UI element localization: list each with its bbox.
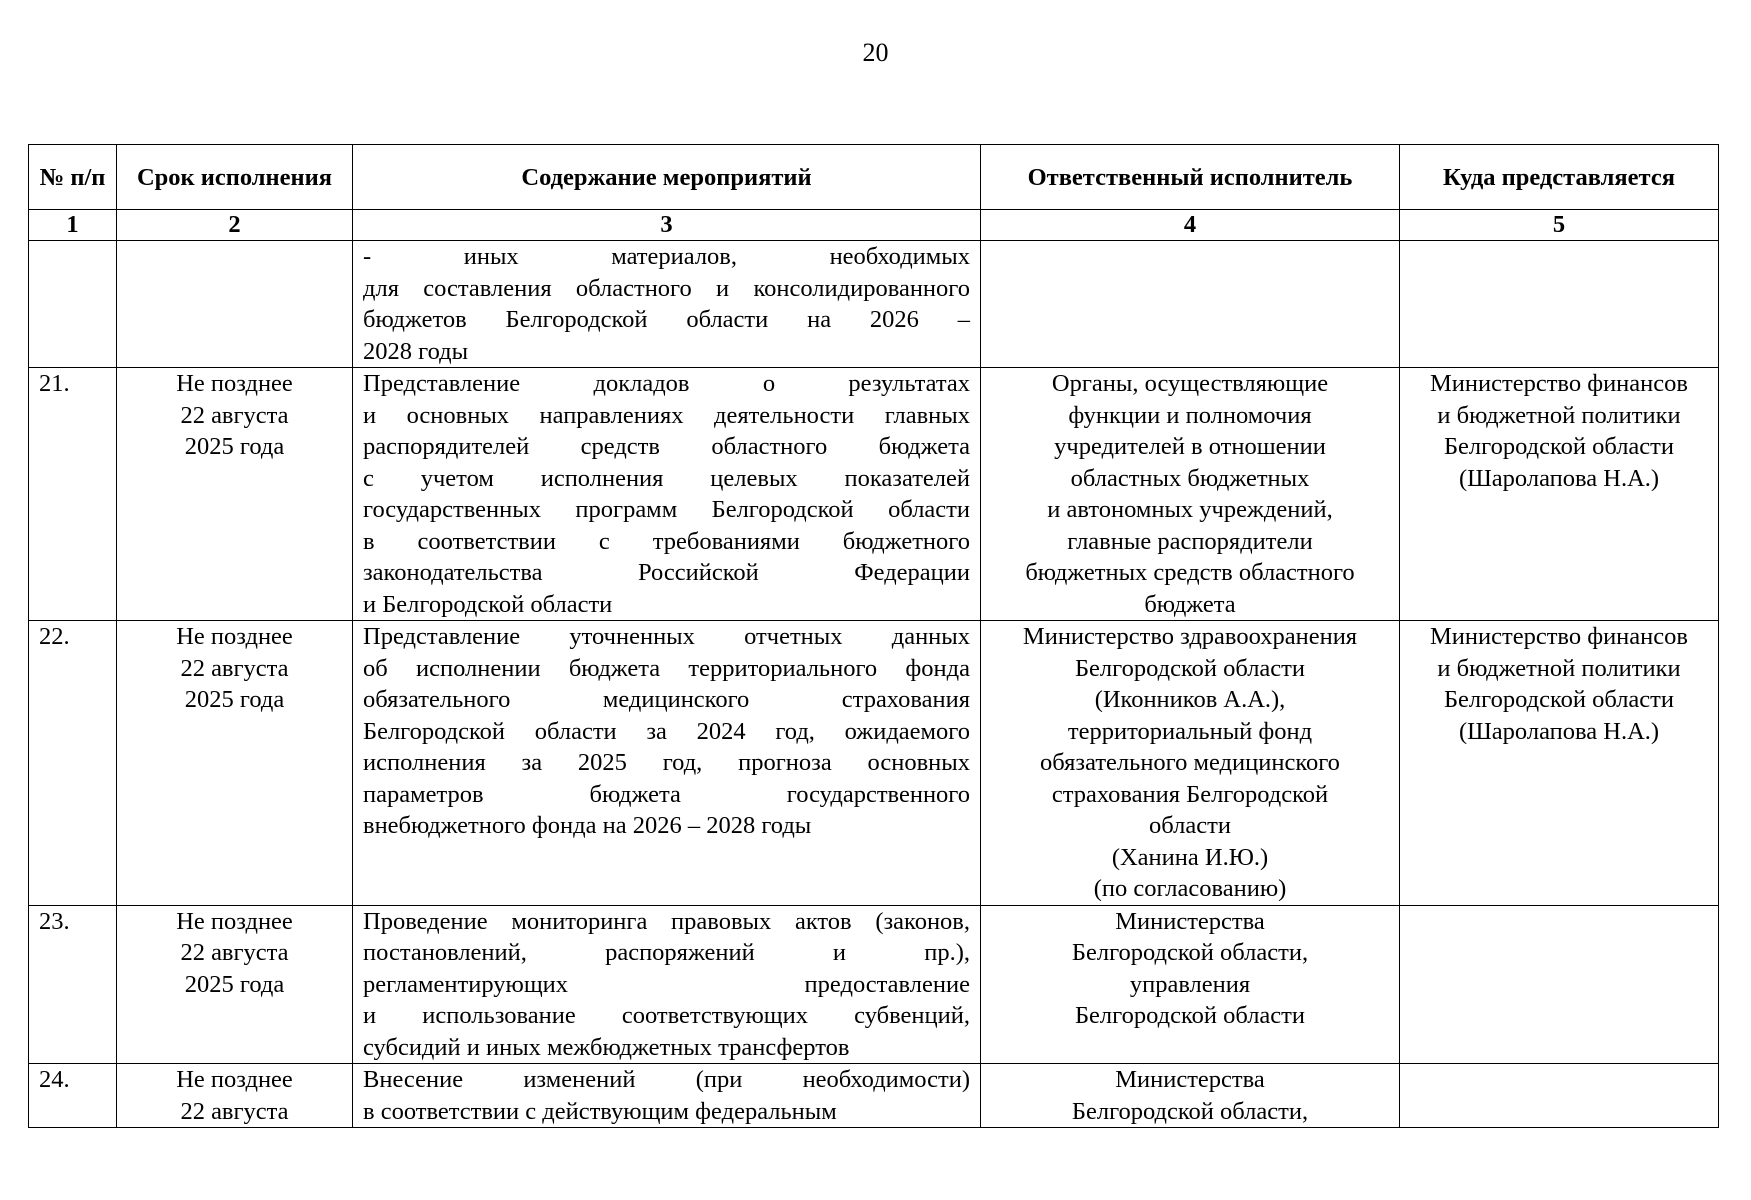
text-line: территориальный фонд [1067, 717, 1313, 745]
text-line: об исполнении бюджета территориального фонда [363, 654, 970, 682]
text-line: обязательного медицинского [1040, 749, 1340, 776]
text-line: бюджета [1144, 590, 1236, 618]
activity-content-cell [353, 368, 981, 621]
text-line: и бюджетной политики [1437, 654, 1681, 682]
text-line: Министерство финансов [1430, 370, 1688, 397]
text-line: (Шаролапова Н.А.) [1458, 717, 1660, 745]
text-line: (Ханина И.Ю.) [1111, 843, 1269, 871]
text-line: Белгородской области [1074, 1002, 1306, 1029]
responsible-cell [981, 621, 1400, 906]
table-row [29, 1064, 1719, 1128]
text-line: Белгородской области за 2024 год, ожидаемого [363, 717, 970, 745]
text-line: параметров бюджета государственного [363, 780, 970, 808]
recipient-cell [1400, 621, 1719, 906]
recipient-cell [1400, 1064, 1719, 1128]
text-line: законодательства Российской Федерации [363, 559, 970, 586]
text-line: Белгородской области, [1071, 939, 1309, 966]
recipient-cell [1400, 368, 1719, 621]
text-line: (Шаролапова Н.А.) [1458, 464, 1660, 492]
text-line: субсидий и иных межбюджетных трансфертов [363, 1033, 850, 1061]
text-line: 2025 года [184, 686, 285, 713]
text-line: государственных программ Белгородской области [363, 496, 970, 523]
text-line: области [1149, 812, 1231, 839]
activity-content-cell [353, 241, 981, 368]
due-date-cell [117, 621, 353, 906]
due-date-cell [117, 905, 353, 1064]
text-line: Министерство здравоохранения [1022, 623, 1358, 650]
text-line: Не позднее [176, 1066, 293, 1093]
text-line: 2025 года [184, 433, 285, 460]
plan-table [28, 144, 1719, 1128]
header-num: № п/п [29, 145, 117, 210]
text-line: Белгородской области [1074, 654, 1306, 682]
text-line: Белгородской области [1443, 433, 1675, 460]
text-line: регламентирующих предоставление [363, 970, 970, 998]
text-line: и основных направлениях деятельности главных [363, 401, 970, 429]
text-line: исполнения за 2025 год, прогноза основных [363, 749, 970, 776]
recipient-cell [1400, 905, 1719, 1064]
text-line: - иных материалов, необходимых [363, 243, 970, 270]
text-line: (по согласованию) [1093, 875, 1287, 902]
text-line: и использование соответствующих субвенций, [363, 1002, 970, 1029]
text-line: в соответствии с требованиями бюджетного [363, 527, 970, 555]
table-row [29, 368, 1719, 621]
text-line: 2028 годы [363, 337, 469, 365]
text-line: Представление уточненных отчетных данных [363, 623, 970, 650]
header-content: Содержание мероприятий [353, 145, 981, 210]
text-line: управления [1129, 970, 1251, 998]
header-row [29, 145, 1719, 210]
text-line: в соответствии с действующим федеральным [363, 1097, 837, 1125]
column-number: 3 [353, 210, 981, 241]
page-number: 20 [862, 38, 889, 67]
due-date-cell [117, 241, 353, 368]
text-line: Министерство финансов [1430, 623, 1688, 650]
header-recipient: Куда представляется [1400, 145, 1719, 210]
text-line: для составления областного и консолидированного [363, 274, 970, 302]
responsible-cell [981, 368, 1400, 621]
table-body [29, 241, 1719, 1128]
text-line: 2025 года [184, 970, 285, 998]
text-line: функции и полномочия [1068, 401, 1312, 429]
activity-content-cell [353, 621, 981, 906]
header-due: Срок исполнения [117, 145, 353, 210]
row-number: 22. [29, 621, 117, 906]
text-line: Министерства [1115, 907, 1265, 935]
text-line: с учетом исполнения целевых показателей [363, 464, 970, 492]
text-line: бюджетных средств областного [1025, 559, 1355, 586]
column-number: 5 [1400, 210, 1719, 241]
text-line: Внесение изменений (при необходимости) [363, 1066, 970, 1093]
responsible-cell [981, 1064, 1400, 1128]
row-number: 23. [29, 905, 117, 1064]
text-line: Не позднее [176, 907, 293, 935]
text-line: постановлений, распоряжений и пр.), [363, 939, 970, 966]
column-number: 1 [29, 210, 117, 241]
text-line: страхования Белгородской [1051, 780, 1329, 808]
recipient-cell [1400, 241, 1719, 368]
text-line: учредителей в отношении [1054, 433, 1326, 460]
text-line: распорядителей средств областного бюджета [363, 433, 970, 460]
column-number: 2 [117, 210, 353, 241]
text-line: 22 августа [180, 654, 289, 682]
responsible-cell [981, 241, 1400, 368]
text-line: (Иконников А.А.), [1094, 686, 1286, 713]
text-line: внебюджетного фонда на 2026 – 2028 годы [363, 812, 812, 839]
row-number: 24. [29, 1064, 117, 1128]
table-row [29, 905, 1719, 1064]
activity-content-cell [353, 905, 981, 1064]
text-line: Проведение мониторинга правовых актов (законов, [363, 907, 970, 935]
text-line: областных бюджетных [1070, 464, 1310, 492]
column-number: 4 [981, 210, 1400, 241]
text-line: бюджетов Белгородской области на 2026 – [363, 306, 970, 333]
text-line: Не позднее [176, 623, 293, 650]
text-line: 22 августа [180, 939, 289, 966]
due-date-cell [117, 1064, 353, 1128]
text-line: Органы, осуществляющие [1051, 370, 1329, 397]
text-line: главные распорядители [1067, 527, 1313, 555]
text-line: Представление докладов о результатах [363, 370, 970, 397]
header-responsible: Ответственный исполнитель [981, 145, 1400, 210]
text-line: обязательного медицинского страхования [363, 686, 970, 713]
text-line: 22 августа [180, 401, 289, 429]
text-line: и бюджетной политики [1437, 401, 1681, 429]
table-row [29, 621, 1719, 906]
text-line: и Белгородской области [363, 590, 613, 618]
text-line: 22 августа [180, 1097, 289, 1125]
responsible-cell [981, 905, 1400, 1064]
text-line: Белгородской области [1443, 686, 1675, 713]
column-numbers-row [29, 210, 1719, 241]
text-line: Не позднее [176, 370, 293, 397]
activity-content-cell [353, 1064, 981, 1128]
text-line: Министерства [1115, 1066, 1265, 1093]
row-number [29, 241, 117, 368]
row-number: 21. [29, 368, 117, 621]
text-line: и автономных учреждений, [1047, 496, 1333, 523]
due-date-cell [117, 368, 353, 621]
text-line: Белгородской области, [1071, 1097, 1309, 1125]
table-row [29, 241, 1719, 368]
